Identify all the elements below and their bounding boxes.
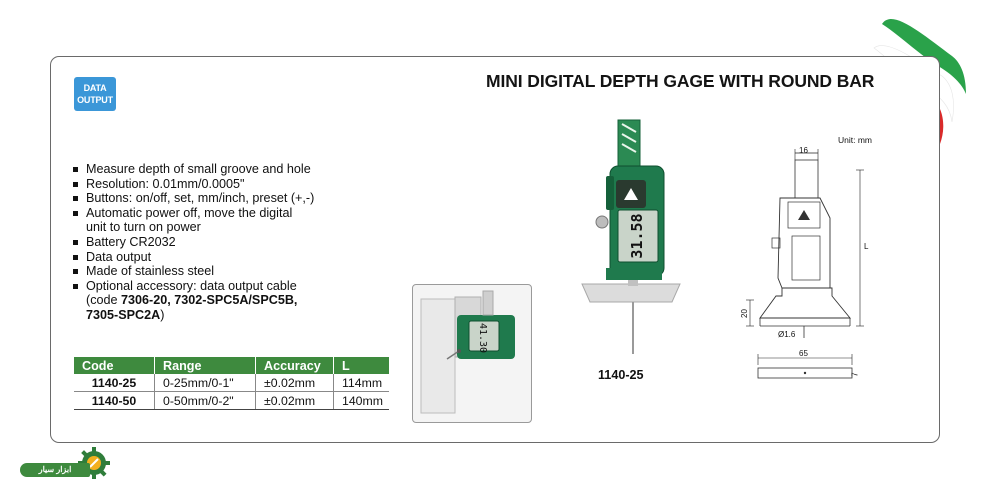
table-header-accuracy: Accuracy — [256, 357, 334, 374]
feature-item: Made of stainless steel — [72, 264, 314, 279]
table-cell-length: 114mm — [334, 374, 390, 392]
feature-item: Measure depth of small groove and hole — [72, 162, 314, 177]
feature-item: Data output — [72, 250, 314, 265]
feature-text: ) — [160, 307, 165, 322]
feature-item — [72, 279, 314, 323]
dim-base-width: 65 — [799, 349, 808, 358]
device-display-reading: 31.58 — [628, 213, 646, 259]
table-header-row — [74, 357, 389, 374]
table-cell-accuracy: ±0.02mm — [256, 392, 334, 410]
usage-photo — [412, 284, 532, 423]
data-output-badge — [74, 77, 116, 111]
feature-text: unit to turn on power — [86, 220, 201, 235]
table-row — [74, 392, 389, 410]
feature-list — [72, 162, 314, 323]
badge-line-1: DATA — [83, 83, 107, 93]
table-cell-range: 0-50mm/0-2" — [155, 392, 256, 410]
table-row — [74, 374, 389, 392]
feature-item: Resolution: 0.01mm/0.0005" — [72, 177, 314, 192]
table-cell-length: 140mm — [334, 392, 390, 410]
feature-text: Optional accessory: data output cable — [86, 278, 297, 293]
dim-width-top: 16 — [799, 146, 808, 155]
product-image — [572, 118, 690, 356]
table-cell-accuracy: ±0.02mm — [256, 374, 334, 392]
feature-item — [72, 206, 314, 235]
dim-diameter: Ø1.6 — [778, 330, 796, 339]
badge-line-2: OUTPUT — [77, 95, 113, 105]
table-header-length: L — [334, 357, 390, 374]
product-model-caption: 1140-25 — [598, 368, 644, 382]
unit-label: Unit: mm — [838, 135, 872, 145]
feature-codes: 7306-20, 7302-SPC5A/SPC5B, — [121, 293, 298, 308]
feature-text: (code — [86, 293, 122, 308]
feature-item: Battery CR2032 — [72, 235, 314, 250]
feature-item: Buttons: on/off, set, mm/inch, preset (+,-) — [72, 191, 314, 206]
table-cell-code: 1140-50 — [74, 392, 155, 410]
dim-base-thickness: 7 — [850, 372, 860, 377]
brand-logo-text: ابزار سیار — [20, 463, 90, 477]
photo-display-reading: 41.30 — [477, 322, 488, 354]
dim-length: L — [864, 242, 869, 251]
dim-height: 20 — [739, 309, 749, 318]
table-header-range: Range — [155, 357, 256, 374]
feature-text: Automatic power off, move the digital — [86, 205, 293, 220]
product-title: MINI DIGITAL DEPTH GAGE WITH ROUND BAR — [486, 71, 875, 91]
table-cell-range: 0-25mm/0-1" — [155, 374, 256, 392]
table-cell-code: 1140-25 — [74, 374, 155, 392]
feature-codes: 7305-SPC2A — [86, 307, 161, 322]
technical-drawing — [740, 140, 880, 385]
spec-table — [74, 357, 389, 410]
table-header-code: Code — [74, 357, 155, 374]
